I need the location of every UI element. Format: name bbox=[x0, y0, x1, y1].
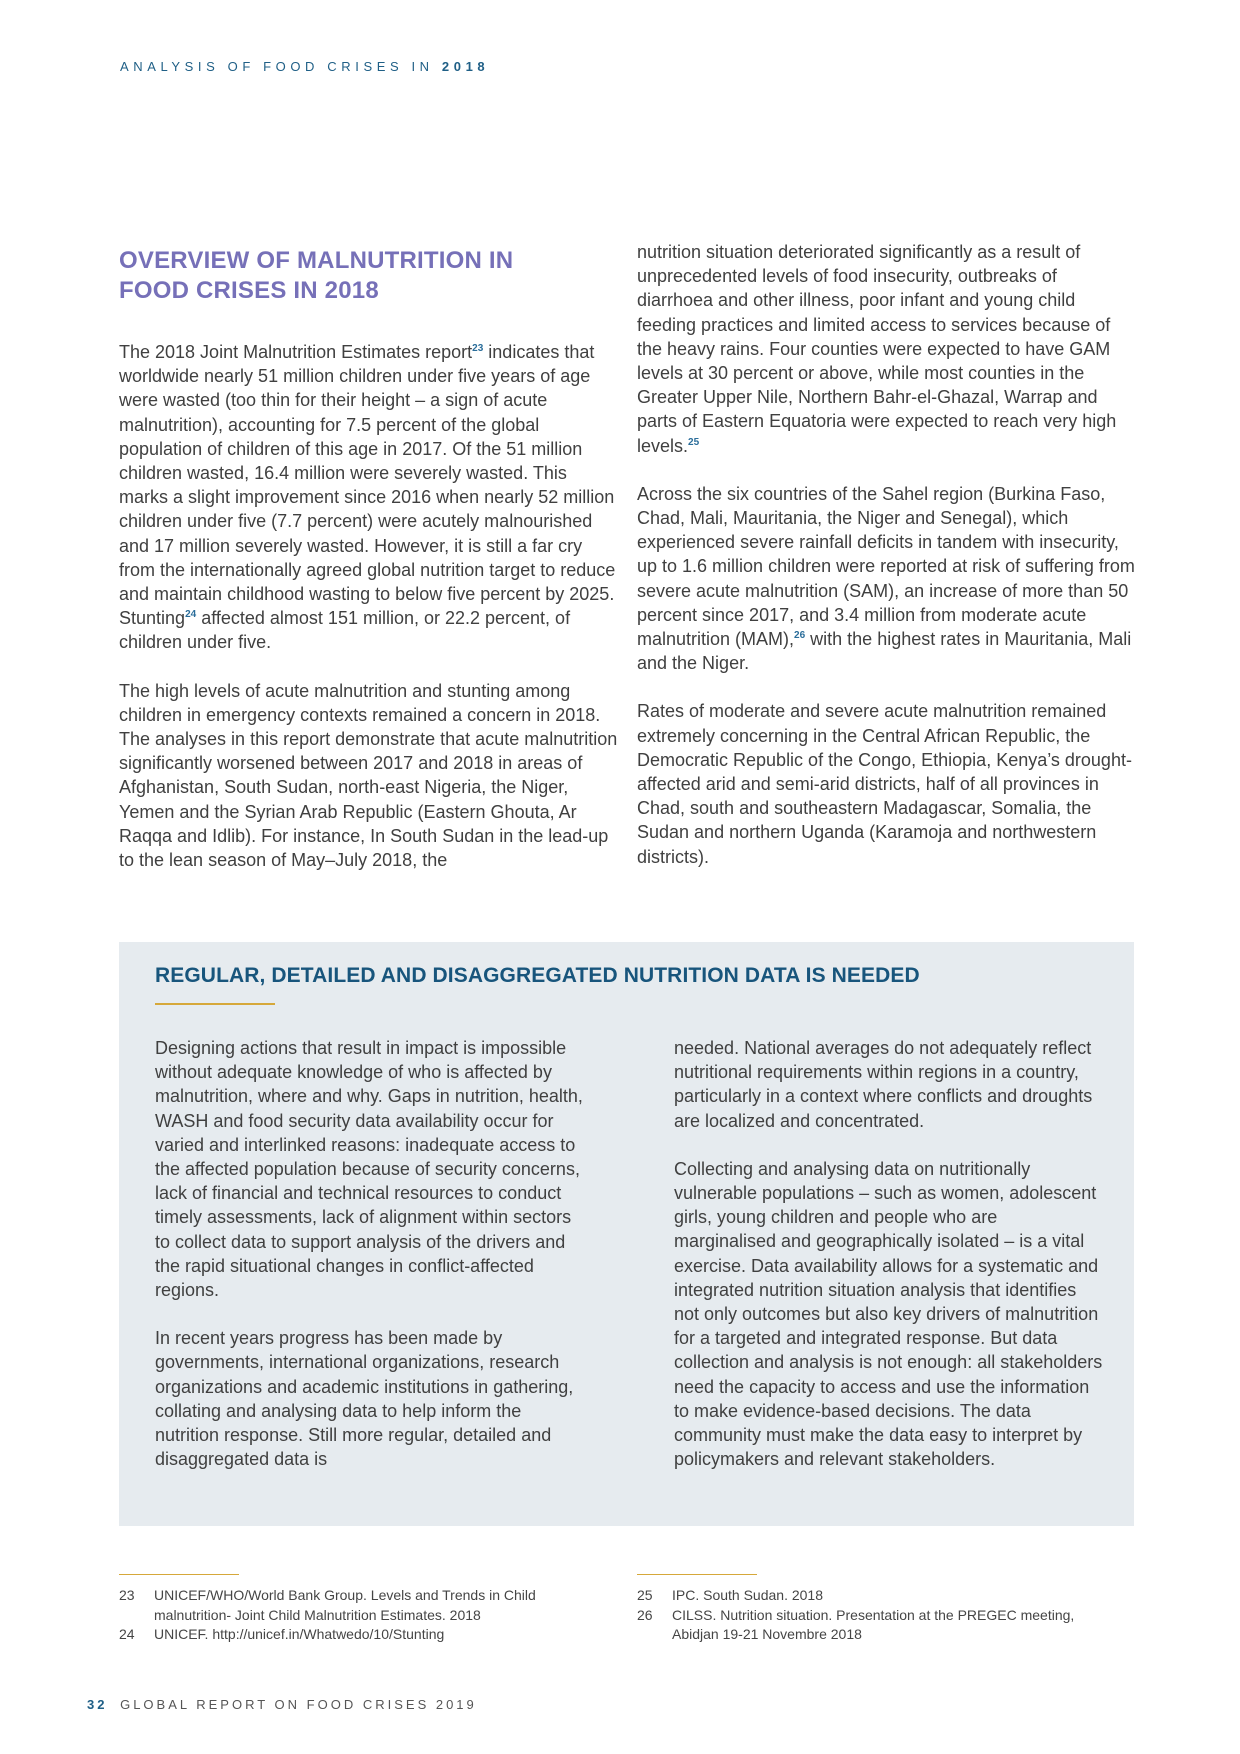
box-title: REGULAR, DETAILED AND DISAGGREGATED NUTRITION DATA IS NEEDED bbox=[155, 964, 920, 987]
footnote-text: UNICEF. http://unicef.in/Whatwedo/10/Stunting bbox=[154, 1626, 445, 1642]
box-right-column bbox=[674, 1036, 1104, 1495]
footnote-item bbox=[637, 1586, 1117, 1606]
box-paragraph-2: In recent years progress has been made by governments, international organizations, research organizations and academic institutions in gathering, collating and analysing data to help inform the nutrition response. Still more regular, detailed and disaggregated data is bbox=[155, 1328, 574, 1470]
footnote-ref-24: 24 bbox=[185, 609, 197, 621]
footnote-text: UNICEF/WHO/World Bank Group. Levels and Trends in Child malnutrition- Joint Child Malnutrition Estimates. 2018 bbox=[154, 1587, 536, 1623]
footnote-item bbox=[637, 1606, 1117, 1645]
footnote-number: 26 bbox=[637, 1606, 653, 1623]
footnote-divider-right bbox=[637, 1574, 757, 1575]
box-left-column bbox=[155, 1036, 585, 1495]
box-paragraph-1: Designing actions that result in impact is impossible without adequate knowledge of who is affected by malnutrition, where and why. Gaps in nutrition, health, WASH and food security data availability occur for varied and interlinked reasons: inadequate access to the affected population because of security concerns, lack of financial and technical resources to conduct timely assessments, lack of alignment within sectors to collect data to support analysis of the drivers and the rapid situational changes in conflict-affected regions. bbox=[155, 1038, 583, 1301]
paragraph-joint-estimates: The 2018 Joint Malnutrition Estimates report$^{23}$ indicates that worldwide nearly 51 million children under five years of age were wasted (too thin for their height – a sign of acute malnutrition), accounting for 7.5 percent of the global population of children of this age in 2017. Of the 51 million children wasted, 16.4 million were severely wasted. This marks a slight improvement since 2016 when nearly 52 million children under five (7.7 percent) were acutely malnourished and 17 million severely wasted. However, it is still a far cry from the internationally agreed global nutrition target to reduce and maintain childhood wasting to below five percent by 2025. Stunting$^{24}$ affected almost 151 million, or 22.2 percent, of children under five. bbox=[119, 342, 616, 653]
paragraph-south-sudan: nutrition situation deteriorated significantly as a result of unprecedented levels of food insecurity, outbreaks of diarrhoea and other illness, poor infant and young child feeding practices and limited access to services because of the heavy rains. Four counties were expected to have GAM levels at 30 percent or above, while most counties in the Greater Upper Nile, Northern Bahr-el-Ghazal, Warrap and parts of Eastern Equatoria were expected to reach very high levels.$^{25}$ bbox=[637, 242, 1117, 456]
footnote-number: 24 bbox=[119, 1626, 135, 1642]
paragraph-emergency-contexts: The high levels of acute malnutrition and stunting among children in emergency contexts remained a concern in 2018. The analyses in this report demonstrate that acute malnutrition significantly worsened between 2017 and 2018 in areas of Afghanistan, South Sudan, north-east Nigeria, the Niger, Yemen and the Syrian Arab Republic (Eastern Ghouta, Ar Raqqa and Idlib). For instance, In South Sudan in the lead-up to the lean season of May–July 2018, the bbox=[119, 680, 618, 871]
box-title-underline bbox=[155, 1003, 275, 1005]
footnote-number: 25 bbox=[637, 1587, 653, 1603]
footnote-ref-23: 23 bbox=[472, 343, 484, 354]
footnote-text: CILSS. Nutrition situation. Presentation at the PREGEC meeting, Abidjan 19-21 Novembre 2018 bbox=[672, 1606, 1075, 1642]
publication-title: GLOBAL REPORT ON FOOD CRISES 2019 bbox=[120, 1697, 477, 1712]
footnote-item bbox=[119, 1625, 599, 1645]
footnote-divider-left bbox=[119, 1574, 239, 1575]
nutrition-data-box bbox=[119, 942, 1134, 1526]
paragraph-sahel: Across the six countries of the Sahel region (Burkina Faso, Chad, Mali, Mauritania, the Niger and Senegal), which experienced severe rainfall deficits in tandem with insecurity, up to 1.6 million children were reported at risk of suffering from severe acute malnutrition (SAM), an increase of more than 50 percent since 2017, and 3.4 million from moderate acute malnutrition (MAM),$^{26}$ with the highest rates in Mauritania, Mali and the Niger. bbox=[637, 483, 1135, 674]
running-header-text: ANALYSIS OF FOOD CRISES IN bbox=[120, 59, 434, 74]
footnotes-right bbox=[637, 1586, 1117, 1645]
footnote-number: 23 bbox=[119, 1587, 135, 1603]
running-header bbox=[120, 59, 489, 74]
section-title-line2: FOOD CRISES IN 2018 bbox=[119, 277, 379, 304]
footnote-text: IPC. South Sudan. 2018 bbox=[672, 1587, 823, 1603]
footnote-ref-26: 26 bbox=[794, 630, 806, 642]
section-title bbox=[119, 246, 619, 306]
footnotes-left bbox=[119, 1586, 599, 1645]
left-column bbox=[119, 246, 619, 896]
footnote-item bbox=[119, 1586, 599, 1625]
section-title-line1: OVERVIEW OF MALNUTRITION IN bbox=[119, 247, 514, 274]
running-header-year: 2018 bbox=[441, 59, 490, 74]
page-footer bbox=[87, 1697, 477, 1712]
footnote-ref-25: 25 bbox=[688, 436, 700, 448]
box-paragraph-4: Collecting and analysing data on nutritionally vulnerable populations – such as women, adolescent girls, young children and people who are marginalised and geographically isolated – is a vital exercise. Data availability allows for a systematic and integrated nutrition situation analysis that identifies not only outcomes but also key drivers of malnutrition for a targeted and integrated response. But data collection and analysis is not enough: all stakeholders need the capacity to access and use the information to make evidence-based decisions. The data community must make the data easy to interpret by policymakers and relevant stakeholders. bbox=[674, 1158, 1103, 1470]
right-column bbox=[637, 240, 1137, 893]
page-number: 32 bbox=[87, 1697, 108, 1712]
box-paragraph-3: needed. National averages do not adequately reflect nutritional requirements within regions in a country, particularly in a context where conflicts and droughts are localized and concentrated. bbox=[674, 1038, 1093, 1131]
paragraph-rates: Rates of moderate and severe acute malnutrition remained extremely concerning in the Central African Republic, the Democratic Republic of the Congo, Ethiopia, Kenya’s drought-affected arid and semi-arid districts, half of all provinces in Chad, south and southeastern Madagascar, Somalia, the Sudan and northern Uganda (Karamoja and northwestern districts). bbox=[637, 701, 1132, 867]
